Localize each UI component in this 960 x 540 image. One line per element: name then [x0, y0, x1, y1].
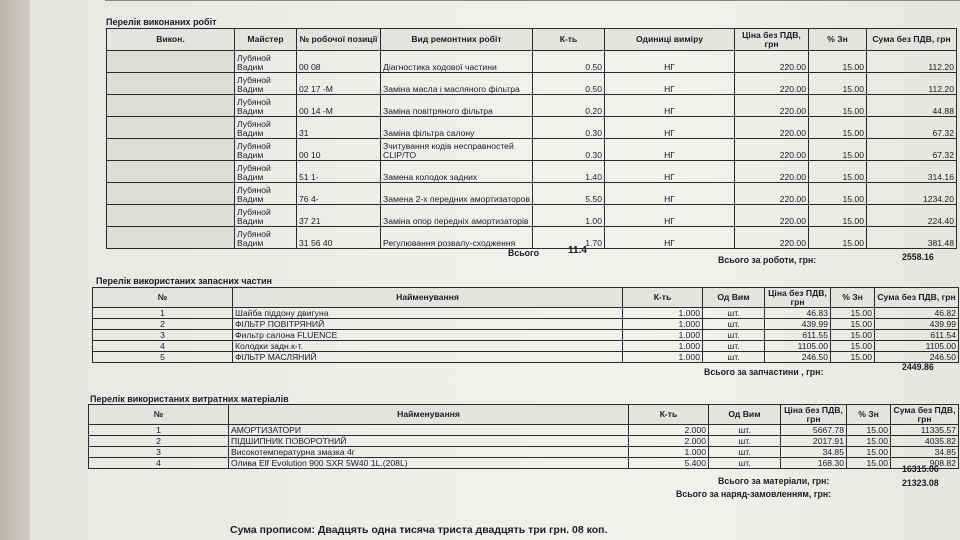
- works-row: [107, 161, 957, 183]
- works-executor-cell: [107, 51, 235, 73]
- works-master-cell: Лубяной Вадим: [235, 183, 297, 205]
- works-sum-cell: 314.16: [867, 161, 957, 183]
- works-sum-cell: 112.20: [867, 73, 957, 95]
- parts-price-cell: 46.83: [765, 308, 831, 319]
- works-position-cell: 31: [297, 117, 381, 139]
- parts-price-cell: 611.55: [765, 330, 831, 341]
- works-sum-cell: 67.32: [867, 117, 957, 139]
- works-work-cell: Заміна повітряного фільтра: [381, 95, 533, 117]
- parts-header-price: Ціна без ПДВ, грн: [765, 288, 831, 308]
- parts-sum-cell: 439.99: [875, 319, 959, 330]
- materials-qty-cell: 5.400: [629, 458, 709, 469]
- works-row: [107, 227, 957, 249]
- materials-discount-cell: 15.00: [847, 447, 891, 458]
- parts-sum-cell: 611.54: [875, 330, 959, 341]
- works-qty-cell: 0.30: [533, 139, 605, 161]
- parts-price-cell: 439.99: [765, 319, 831, 330]
- invoice-page: [30, 0, 960, 540]
- works-executor-cell: [107, 73, 235, 95]
- parts-unit-cell: шт.: [703, 352, 765, 363]
- materials-header-price: Ціна без ПДВ, грн: [781, 405, 847, 425]
- works-sum-cell: 44.88: [867, 95, 957, 117]
- works-master-cell: Лубяной Вадим: [235, 95, 297, 117]
- parts-discount-cell: 15.00: [831, 341, 875, 352]
- works-row: [107, 95, 957, 117]
- works-executor-cell: [107, 95, 235, 117]
- works-position-cell: 00 14 -М: [297, 95, 381, 117]
- materials-sum-cell: 34.85: [891, 447, 959, 458]
- materials-qty-cell: 1.000: [629, 447, 709, 458]
- works-row: [107, 73, 957, 95]
- works-price-cell: 220.00: [735, 161, 809, 183]
- works-row: [107, 139, 957, 161]
- materials-row: [89, 447, 959, 458]
- parts-qty-cell: 1.000: [623, 330, 703, 341]
- parts-sum-cell: 246.50: [875, 352, 959, 363]
- works-total-value: 2558.16: [902, 252, 934, 262]
- materials-name-cell: АМОРТИЗАТОРИ: [229, 425, 629, 436]
- works-qty-total: 11.4: [568, 245, 587, 256]
- works-header-qty: К-ть: [533, 29, 605, 51]
- parts-name-cell: Фильтр салона FLUENCE: [233, 330, 623, 341]
- materials-price-cell: 2017.91: [781, 436, 847, 447]
- parts-no-cell: 2: [93, 319, 233, 330]
- works-qty-cell: 1.70: [533, 227, 605, 249]
- works-position-cell: 31 56 40: [297, 227, 381, 249]
- works-discount-cell: 15.00: [809, 183, 867, 205]
- works-qty-cell: 1.00: [533, 205, 605, 227]
- works-master-cell: Лубяной Вадим: [235, 205, 297, 227]
- parts-qty-cell: 1.000: [623, 308, 703, 319]
- works-executor-cell: [107, 117, 235, 139]
- materials-qty-cell: 2.000: [629, 436, 709, 447]
- parts-total-label: Всього за запчастини , грн:: [704, 367, 824, 377]
- parts-qty-cell: 1.000: [623, 341, 703, 352]
- materials-total-label: Всього за матеріали, грн:: [718, 476, 830, 486]
- works-qty-cell: 0.30: [533, 117, 605, 139]
- works-qty-cell: 1.40: [533, 161, 605, 183]
- parts-header-name: Найменування: [233, 288, 623, 308]
- works-row: [107, 183, 957, 205]
- materials-row: [89, 425, 959, 436]
- parts-header-qty: К-ть: [623, 288, 703, 308]
- works-qty-total-label: Всього: [508, 248, 539, 258]
- materials-name-cell: ПІДШИПНИК ПОВОРОТНИЙ: [229, 436, 629, 447]
- works-header-unit: Одиниці виміру: [605, 29, 735, 51]
- materials-sum-cell: 908.82: [891, 458, 959, 469]
- materials-unit-cell: шт.: [709, 447, 781, 458]
- materials-total-value: 16315.06: [902, 464, 939, 474]
- parts-row: [93, 319, 959, 330]
- works-sum-cell: 1234.20: [867, 183, 957, 205]
- parts-no-cell: 5: [93, 352, 233, 363]
- materials-header-no: №: [89, 405, 229, 425]
- parts-row: [93, 308, 959, 319]
- works-header-work: Вид ремонтних робіт: [381, 29, 533, 51]
- parts-unit-cell: шт.: [703, 330, 765, 341]
- works-price-cell: 220.00: [735, 51, 809, 73]
- materials-discount-cell: 15.00: [847, 436, 891, 447]
- works-price-cell: 220.00: [735, 139, 809, 161]
- materials-row: [89, 458, 959, 469]
- materials-header-sum: Сума без ПДВ, грн: [891, 405, 959, 425]
- works-executor-cell: [107, 183, 235, 205]
- works-position-cell: 76 4-: [297, 183, 381, 205]
- materials-sum-cell: 4035.82: [891, 436, 959, 447]
- works-work-cell: Замена колодок задних: [381, 161, 533, 183]
- works-work-cell: Замена 2-х передних амортизаторов: [381, 183, 533, 205]
- works-work-cell: Регулювання розвалу-сходження: [381, 227, 533, 249]
- parts-row: [93, 352, 959, 363]
- materials-header-discount: % Зн: [847, 405, 891, 425]
- works-unit-cell: НГ: [605, 227, 735, 249]
- works-row: [107, 51, 957, 73]
- works-master-cell: Лубяной Вадим: [235, 227, 297, 249]
- materials-discount-cell: 15.00: [847, 425, 891, 436]
- materials-sum-cell: 11335.57: [891, 425, 959, 436]
- materials-price-cell: 168.30: [781, 458, 847, 469]
- parts-sum-cell: 46.82: [875, 308, 959, 319]
- works-master-cell: Лубяной Вадим: [235, 51, 297, 73]
- materials-no-cell: 3: [89, 447, 229, 458]
- works-work-cell: Діагностика ходової частини: [381, 51, 533, 73]
- parts-discount-cell: 15.00: [831, 319, 875, 330]
- materials-name-cell: Олива Elf Evolution 900 SXR 5W40 1L.(208L): [229, 458, 629, 469]
- parts-name-cell: Шайба піддону двигуна: [233, 308, 623, 319]
- materials-header-name: Найменування: [229, 405, 629, 425]
- works-unit-cell: НГ: [605, 139, 735, 161]
- works-price-cell: 220.00: [735, 227, 809, 249]
- parts-header-unit: Од Вим: [703, 288, 765, 308]
- works-master-cell: Лубяной Вадим: [235, 161, 297, 183]
- works-unit-cell: НГ: [605, 161, 735, 183]
- works-executor-cell: [107, 139, 235, 161]
- parts-qty-cell: 1.000: [623, 352, 703, 363]
- works-position-cell: 00 08: [297, 51, 381, 73]
- parts-unit-cell: шт.: [703, 308, 765, 319]
- materials-no-cell: 1: [89, 425, 229, 436]
- parts-row: [93, 330, 959, 341]
- works-total-label: Всього за роботи, грн:: [718, 255, 817, 265]
- works-sum-cell: 112.20: [867, 51, 957, 73]
- works-master-cell: Лубяной Вадим: [235, 117, 297, 139]
- works-discount-cell: 15.00: [809, 95, 867, 117]
- parts-discount-cell: 15.00: [831, 330, 875, 341]
- parts-no-cell: 3: [93, 330, 233, 341]
- parts-qty-cell: 1.000: [623, 319, 703, 330]
- parts-header-no: №: [93, 288, 233, 308]
- materials-no-cell: 4: [89, 458, 229, 469]
- materials-no-cell: 2: [89, 436, 229, 447]
- works-section-title: Перелік виконаних робіт: [106, 17, 217, 27]
- parts-name-cell: Колодки задн.к-т.: [233, 341, 623, 352]
- works-discount-cell: 15.00: [809, 117, 867, 139]
- materials-price-cell: 34.85: [781, 447, 847, 458]
- works-work-cell: Заміна масла і масляного фільтра: [381, 73, 533, 95]
- works-discount-cell: 15.00: [809, 73, 867, 95]
- order-total-value: 21323.08: [902, 478, 939, 488]
- works-row: [107, 117, 957, 139]
- works-position-cell: 51 1-: [297, 161, 381, 183]
- works-discount-cell: 15.00: [809, 227, 867, 249]
- works-work-cell: Заміна фільтра салону: [381, 117, 533, 139]
- parts-table: [92, 287, 959, 363]
- parts-unit-cell: шт.: [703, 341, 765, 352]
- materials-discount-cell: 15.00: [847, 458, 891, 469]
- materials-name-cell: Високотемпературна змазка 4г: [229, 447, 629, 458]
- works-header-price: Ціна без ПДВ, грн: [735, 29, 809, 51]
- parts-section-title: Перелік використаних запасних частин: [96, 276, 272, 286]
- works-position-cell: 02 17 -М: [297, 73, 381, 95]
- parts-no-cell: 4: [93, 341, 233, 352]
- parts-sum-cell: 1105.00: [875, 341, 959, 352]
- materials-unit-cell: шт.: [709, 458, 781, 469]
- works-unit-cell: НГ: [605, 73, 735, 95]
- materials-section-title: Перелік використаних витратних матеріалів: [90, 394, 289, 404]
- parts-header-discount: % Зн: [831, 288, 875, 308]
- works-work-cell: Зчитування кодів несправностей CLIP/ТО: [381, 139, 533, 161]
- works-discount-cell: 15.00: [809, 161, 867, 183]
- parts-name-cell: ФІЛЬТР МАСЛЯНИЙ: [233, 352, 623, 363]
- parts-discount-cell: 15.00: [831, 308, 875, 319]
- works-sum-cell: 381.48: [867, 227, 957, 249]
- materials-qty-cell: 2.000: [629, 425, 709, 436]
- works-price-cell: 220.00: [735, 183, 809, 205]
- parts-total-value: 2449.86: [902, 362, 934, 372]
- works-row: [107, 205, 957, 227]
- materials-price-cell: 5667.78: [781, 425, 847, 436]
- works-position-cell: 00 10: [297, 139, 381, 161]
- works-header-position: № робочої позиції: [297, 29, 381, 51]
- works-price-cell: 220.00: [735, 205, 809, 227]
- works-master-cell: Лубяной Вадим: [235, 73, 297, 95]
- works-unit-cell: НГ: [605, 183, 735, 205]
- materials-header-unit: Од Вим: [709, 405, 781, 425]
- works-qty-cell: 0.50: [533, 73, 605, 95]
- works-discount-cell: 15.00: [809, 51, 867, 73]
- works-qty-cell: 0.50: [533, 51, 605, 73]
- parts-unit-cell: шт.: [703, 319, 765, 330]
- works-header-master: Майстер: [235, 29, 297, 51]
- materials-row: [89, 436, 959, 447]
- parts-discount-cell: 15.00: [831, 352, 875, 363]
- works-executor-cell: [107, 205, 235, 227]
- works-executor-cell: [107, 227, 235, 249]
- works-price-cell: 220.00: [735, 117, 809, 139]
- works-header-discount: % Зн: [809, 29, 867, 51]
- materials-unit-cell: шт.: [709, 436, 781, 447]
- parts-price-cell: 1105.00: [765, 341, 831, 352]
- parts-name-cell: ФІЛЬТР ПОВІТРЯНИЙ: [233, 319, 623, 330]
- amount-in-words: Сума прописом: Двадцять одна тисяча триста двадцять три грн. 08 коп.: [230, 524, 608, 536]
- works-header-executor: Викон.: [107, 29, 235, 51]
- works-table: [106, 28, 957, 249]
- works-header-sum: Сума без ПДВ, грн: [867, 29, 957, 51]
- materials-table: [88, 404, 959, 469]
- page-edge-shadow: [0, 0, 30, 540]
- materials-header-qty: К-ть: [629, 405, 709, 425]
- parts-no-cell: 1: [93, 308, 233, 319]
- works-price-cell: 220.00: [735, 95, 809, 117]
- works-unit-cell: НГ: [605, 95, 735, 117]
- works-sum-cell: 67.32: [867, 139, 957, 161]
- parts-price-cell: 246.50: [765, 352, 831, 363]
- works-discount-cell: 15.00: [809, 205, 867, 227]
- works-qty-cell: 5.50: [533, 183, 605, 205]
- works-discount-cell: 15.00: [809, 139, 867, 161]
- works-work-cell: Заміна опор передніх амортизаторів: [381, 205, 533, 227]
- order-total-label: Всього за наряд-замовленням, грн:: [676, 489, 832, 499]
- works-master-cell: Лубяной Вадим: [235, 139, 297, 161]
- works-qty-cell: 0.20: [533, 95, 605, 117]
- works-price-cell: 220.00: [735, 73, 809, 95]
- materials-unit-cell: шт.: [709, 425, 781, 436]
- works-executor-cell: [107, 161, 235, 183]
- works-sum-cell: 224.40: [867, 205, 957, 227]
- works-position-cell: 37 21: [297, 205, 381, 227]
- works-unit-cell: НГ: [605, 51, 735, 73]
- parts-row: [93, 341, 959, 352]
- works-unit-cell: НГ: [605, 117, 735, 139]
- works-unit-cell: НГ: [605, 205, 735, 227]
- parts-header-sum: Сума без ПДВ, грн: [875, 288, 959, 308]
- top-rule: [105, 0, 960, 1]
